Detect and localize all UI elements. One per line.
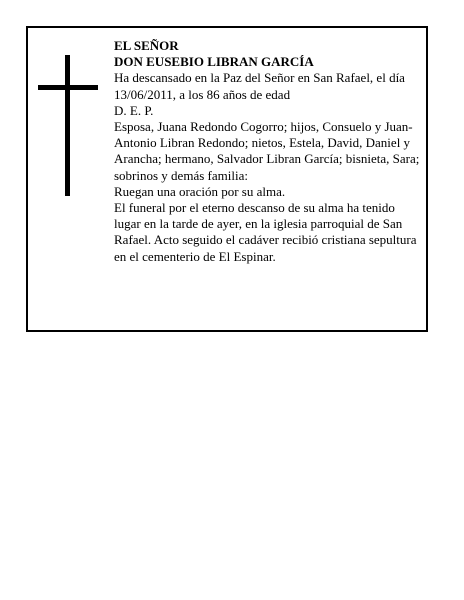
cross-horizontal-bar <box>38 85 98 90</box>
obituary-heading-name: DON EUSEBIO LIBRAN GARCÍA <box>114 54 314 70</box>
family-list: Esposa, Juana Redondo Cogorro; hijos, Consuelo y Juan-Antonio Libran Redondo; nietos, Estela, David, Daniel y Arancha; hermano, Salvador Libran García; bisnieta, Sara; sobrinos y demás familia: <box>114 119 420 183</box>
cross-vertical-bar <box>65 55 70 196</box>
obituary-heading-title: EL SEÑOR <box>114 38 179 53</box>
funeral-details: El funeral por el eterno descanso de su alma ha tenido lugar en la tarde de ayer, en la iglesia parroquial de San Rafael. Acto seguido el cadáver recibió cristiana sepultura en el cementerio de El Espinar. <box>114 200 417 264</box>
death-statement: Ha descansado en la Paz del Señor en San Rafael, el día 13/06/2011, a los 86 años de edad <box>114 70 405 102</box>
obituary-text-block <box>114 38 424 265</box>
dep-line: D. E. P. <box>114 102 154 118</box>
prayer-request: Ruegan una oración por su alma. <box>114 183 286 199</box>
